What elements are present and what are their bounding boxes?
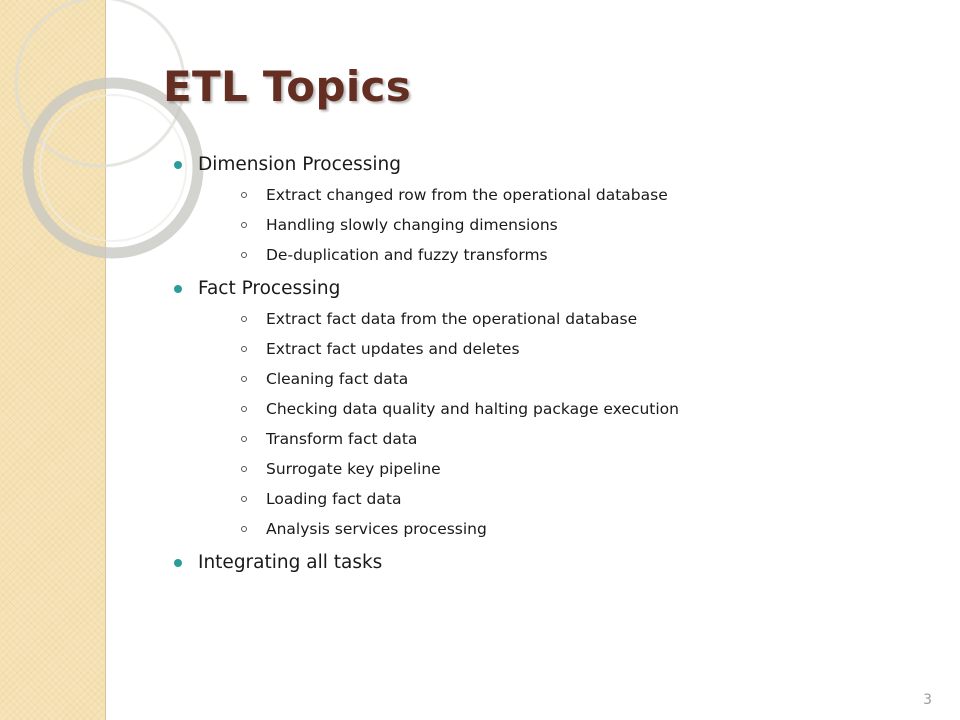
bullet-text: Fact Processing [198, 278, 341, 299]
slide-title: ETL Topics [163, 62, 412, 111]
sub-bullet-item: Extract changed row from the operational database [198, 180, 920, 210]
sub-bullet-item: Cleaning fact data [198, 364, 920, 394]
sub-bullet-list [198, 304, 920, 544]
sub-bullet-item: Checking data quality and halting package execution [198, 394, 920, 424]
sub-bullet-item: Handling slowly changing dimensions [198, 210, 920, 240]
bullet-text: Dimension Processing [198, 154, 402, 175]
sub-bullet-item: Analysis services processing [198, 514, 920, 544]
sub-bullet-item: Transform fact data [198, 424, 920, 454]
sub-bullet-item: Loading fact data [198, 484, 920, 514]
bullet-item [160, 150, 920, 270]
page-number: 3 [923, 692, 932, 708]
sub-bullet-item: Surrogate key pipeline [198, 454, 920, 484]
bullet-item [160, 274, 920, 544]
bullet-list [160, 150, 920, 578]
bullet-item [160, 548, 920, 578]
bullet-text: Integrating all tasks [198, 552, 383, 573]
sub-bullet-list [198, 180, 920, 270]
sub-bullet-item: Extract fact data from the operational database [198, 304, 920, 334]
sub-bullet-item: Extract fact updates and deletes [198, 334, 920, 364]
sub-bullet-item: De-duplication and fuzzy transforms [198, 240, 920, 270]
